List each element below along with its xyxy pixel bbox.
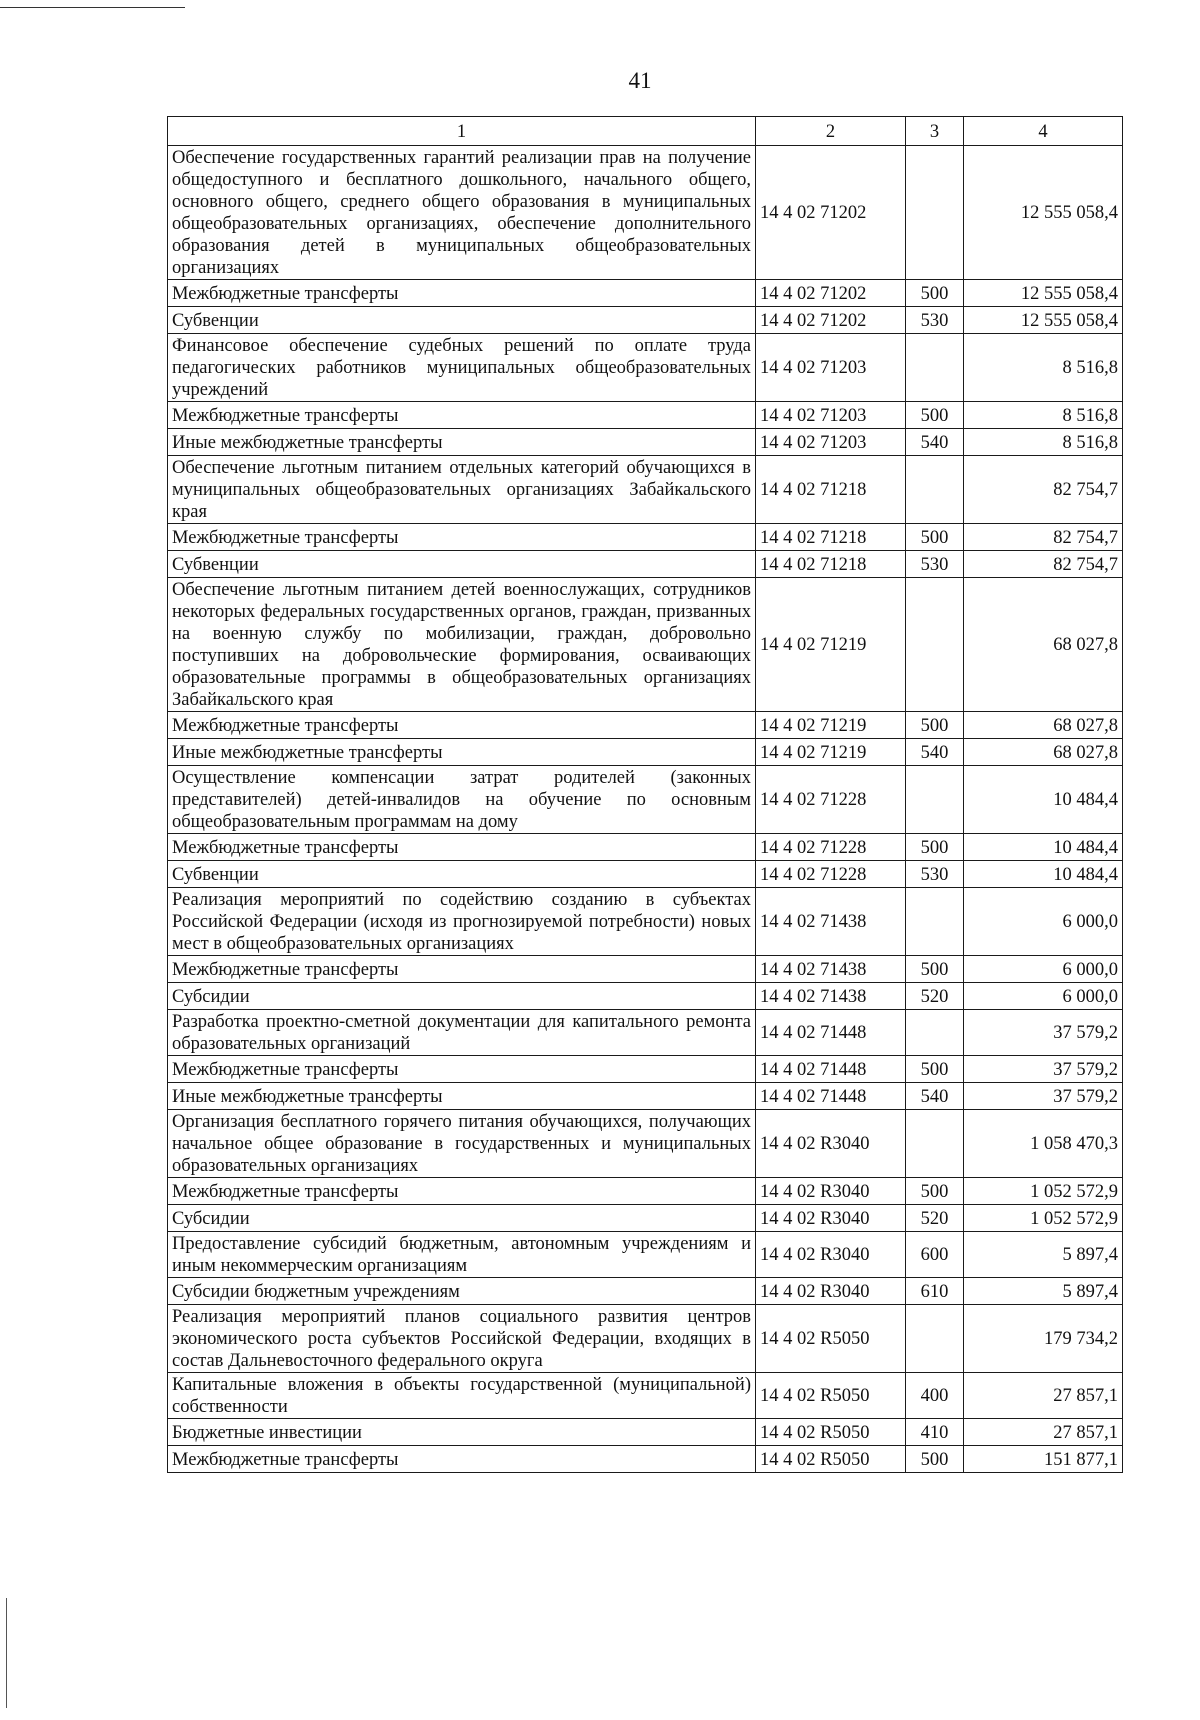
row-code-cell: 14 4 02 71228 — [756, 766, 906, 834]
row-code-cell: 14 4 02 R3040 — [756, 1232, 906, 1278]
row-type-cell: 520 — [906, 1205, 964, 1232]
row-code-cell: 14 4 02 71218 — [756, 524, 906, 551]
table-row — [168, 1278, 1123, 1305]
row-amount-cell: 1 052 572,9 — [964, 1178, 1123, 1205]
row-amount-cell: 179 734,2 — [964, 1305, 1123, 1373]
row-amount-cell: 82 754,7 — [964, 524, 1123, 551]
row-type-cell — [906, 578, 964, 712]
table-row — [168, 456, 1123, 524]
row-type-cell: 600 — [906, 1232, 964, 1278]
scan-artifact-line — [0, 7, 185, 8]
row-name-cell: Межбюджетные трансферты — [168, 956, 756, 983]
row-name-cell: Обеспечение государственных гарантий реализации прав на получение общедоступного и бесплатного дошкольного, начального общего, основного общего, среднего общего образования в муниципальных общеобразовательных организациях, обеспечение дополнительного образования детей в муниципальных общеобразовательных организациях — [168, 146, 756, 280]
row-amount-cell: 12 555 058,4 — [964, 280, 1123, 307]
row-name-cell: Субсидии бюджетным учреждениям — [168, 1278, 756, 1305]
column-header-2: 2 — [756, 117, 906, 146]
row-amount-cell: 6 000,0 — [964, 888, 1123, 956]
row-amount-cell: 8 516,8 — [964, 429, 1123, 456]
table-row — [168, 429, 1123, 456]
table-row — [168, 307, 1123, 334]
row-code-cell: 14 4 02 71219 — [756, 578, 906, 712]
row-code-cell: 14 4 02 R3040 — [756, 1205, 906, 1232]
row-amount-cell: 37 579,2 — [964, 1056, 1123, 1083]
row-name-cell: Субвенции — [168, 307, 756, 334]
row-name-cell: Межбюджетные трансферты — [168, 1446, 756, 1473]
row-code-cell: 14 4 02 71448 — [756, 1010, 906, 1056]
table-row — [168, 524, 1123, 551]
row-amount-cell: 8 516,8 — [964, 334, 1123, 402]
row-type-cell: 540 — [906, 429, 964, 456]
row-type-cell: 530 — [906, 307, 964, 334]
row-type-cell: 500 — [906, 280, 964, 307]
row-type-cell: 530 — [906, 861, 964, 888]
row-code-cell: 14 4 02 71218 — [756, 551, 906, 578]
row-type-cell: 500 — [906, 524, 964, 551]
row-amount-cell: 6 000,0 — [964, 983, 1123, 1010]
table-row — [168, 280, 1123, 307]
table-row — [168, 578, 1123, 712]
row-type-cell: 500 — [906, 402, 964, 429]
row-amount-cell: 151 877,1 — [964, 1446, 1123, 1473]
row-code-cell: 14 4 02 71202 — [756, 307, 906, 334]
row-type-cell: 500 — [906, 1178, 964, 1205]
row-amount-cell: 6 000,0 — [964, 956, 1123, 983]
table-row — [168, 834, 1123, 861]
table-row — [168, 1110, 1123, 1178]
row-code-cell: 14 4 02 R5050 — [756, 1373, 906, 1419]
row-type-cell: 530 — [906, 551, 964, 578]
row-code-cell: 14 4 02 R5050 — [756, 1446, 906, 1473]
row-name-cell: Иные межбюджетные трансферты — [168, 1083, 756, 1110]
row-type-cell — [906, 888, 964, 956]
row-amount-cell: 27 857,1 — [964, 1373, 1123, 1419]
table-row — [168, 1205, 1123, 1232]
row-name-cell: Межбюджетные трансферты — [168, 524, 756, 551]
row-name-cell: Межбюджетные трансферты — [168, 402, 756, 429]
row-name-cell: Субвенции — [168, 551, 756, 578]
table-row — [168, 1010, 1123, 1056]
row-type-cell: 500 — [906, 834, 964, 861]
row-amount-cell: 10 484,4 — [964, 834, 1123, 861]
table-row — [168, 1083, 1123, 1110]
row-code-cell: 14 4 02 71448 — [756, 1083, 906, 1110]
row-type-cell: 400 — [906, 1373, 964, 1419]
column-header-1: 1 — [168, 117, 756, 146]
row-amount-cell: 37 579,2 — [964, 1083, 1123, 1110]
table-row — [168, 1419, 1123, 1446]
row-amount-cell: 8 516,8 — [964, 402, 1123, 429]
row-code-cell: 14 4 02 R3040 — [756, 1110, 906, 1178]
page-number: 41 — [628, 68, 652, 93]
table-row — [168, 1446, 1123, 1473]
row-code-cell: 14 4 02 71228 — [756, 861, 906, 888]
row-code-cell: 14 4 02 71202 — [756, 280, 906, 307]
row-code-cell: 14 4 02 R3040 — [756, 1178, 906, 1205]
budget-table-body — [168, 117, 1123, 1473]
row-code-cell: 14 4 02 71203 — [756, 402, 906, 429]
row-code-cell: 14 4 02 71438 — [756, 956, 906, 983]
row-type-cell — [906, 146, 964, 280]
row-code-cell: 14 4 02 71438 — [756, 983, 906, 1010]
row-name-cell: Иные межбюджетные трансферты — [168, 739, 756, 766]
row-type-cell: 500 — [906, 956, 964, 983]
row-type-cell: 500 — [906, 1446, 964, 1473]
table-row — [168, 1178, 1123, 1205]
row-amount-cell: 10 484,4 — [964, 766, 1123, 834]
row-name-cell: Капитальные вложения в объекты государственной (муниципальной) собственности — [168, 1373, 756, 1419]
row-name-cell: Межбюджетные трансферты — [168, 280, 756, 307]
column-number-row — [168, 117, 1123, 146]
row-amount-cell: 12 555 058,4 — [964, 146, 1123, 280]
row-amount-cell: 10 484,4 — [964, 861, 1123, 888]
row-type-cell — [906, 456, 964, 524]
row-code-cell: 14 4 02 71218 — [756, 456, 906, 524]
row-amount-cell: 1 058 470,3 — [964, 1110, 1123, 1178]
row-name-cell: Разработка проектно-сметной документации для капитального ремонта образовательных организаций — [168, 1010, 756, 1056]
row-code-cell: 14 4 02 71203 — [756, 334, 906, 402]
row-amount-cell: 82 754,7 — [964, 456, 1123, 524]
row-code-cell: 14 4 02 71228 — [756, 834, 906, 861]
row-name-cell: Организация бесплатного горячего питания обучающихся, получающих начальное общее образование в государственных и муниципальных образовательных организациях — [168, 1110, 756, 1178]
row-amount-cell: 5 897,4 — [964, 1278, 1123, 1305]
row-type-cell: 540 — [906, 1083, 964, 1110]
table-row — [168, 1373, 1123, 1419]
column-header-4: 4 — [964, 117, 1123, 146]
row-name-cell: Реализация мероприятий по содействию созданию в субъектах Российской Федерации (исходя из прогнозируемой потребности) новых мест в общеобразовательных организациях — [168, 888, 756, 956]
row-name-cell: Межбюджетные трансферты — [168, 1178, 756, 1205]
table-row — [168, 739, 1123, 766]
row-name-cell: Субвенции — [168, 861, 756, 888]
row-type-cell: 610 — [906, 1278, 964, 1305]
table-row — [168, 402, 1123, 429]
table-row — [168, 766, 1123, 834]
row-name-cell: Обеспечение льготным питанием отдельных категорий обучающихся в муниципальных общеобразовательных организациях Забайкальского края — [168, 456, 756, 524]
row-name-cell: Межбюджетные трансферты — [168, 712, 756, 739]
row-amount-cell: 82 754,7 — [964, 551, 1123, 578]
row-type-cell — [906, 1010, 964, 1056]
row-type-cell: 540 — [906, 739, 964, 766]
table-row — [168, 1056, 1123, 1083]
row-amount-cell: 37 579,2 — [964, 1010, 1123, 1056]
row-code-cell: 14 4 02 71438 — [756, 888, 906, 956]
row-code-cell: 14 4 02 R5050 — [756, 1305, 906, 1373]
table-row — [168, 712, 1123, 739]
row-type-cell: 500 — [906, 712, 964, 739]
row-name-cell: Предоставление субсидий бюджетным, автономным учреждениям и иным некоммерческим организациям — [168, 1232, 756, 1278]
row-name-cell: Обеспечение льготным питанием детей военнослужащих, сотрудников некоторых федеральных государственных органов, граждан, призванных на военную службу по мобилизации, граждан, добровольно поступивших на добровольческие формирования, осваивающих образовательные программы в общеобразовательных организациях Забайкальского края — [168, 578, 756, 712]
row-type-cell — [906, 334, 964, 402]
table-row — [168, 146, 1123, 280]
table-row — [168, 1305, 1123, 1373]
row-code-cell: 14 4 02 71219 — [756, 712, 906, 739]
table-row — [168, 956, 1123, 983]
table-row — [168, 334, 1123, 402]
row-type-cell — [906, 1305, 964, 1373]
row-amount-cell: 12 555 058,4 — [964, 307, 1123, 334]
table-row — [168, 861, 1123, 888]
row-code-cell: 14 4 02 71203 — [756, 429, 906, 456]
row-amount-cell: 5 897,4 — [964, 1232, 1123, 1278]
row-amount-cell: 1 052 572,9 — [964, 1205, 1123, 1232]
row-amount-cell: 27 857,1 — [964, 1419, 1123, 1446]
row-type-cell — [906, 766, 964, 834]
row-name-cell: Межбюджетные трансферты — [168, 1056, 756, 1083]
row-amount-cell: 68 027,8 — [964, 578, 1123, 712]
row-name-cell: Финансовое обеспечение судебных решений по оплате труда педагогических работников муниципальных общеобразовательных учреждений — [168, 334, 756, 402]
row-type-cell: 410 — [906, 1419, 964, 1446]
column-header-3: 3 — [906, 117, 964, 146]
row-amount-cell: 68 027,8 — [964, 712, 1123, 739]
row-type-cell — [906, 1110, 964, 1178]
row-code-cell: 14 4 02 71202 — [756, 146, 906, 280]
table-row — [168, 888, 1123, 956]
row-name-cell: Бюджетные инвестиции — [168, 1419, 756, 1446]
row-name-cell: Осуществление компенсации затрат родителей (законных представителей) детей-инвалидов на обучение по основным общеобразовательным программам на дому — [168, 766, 756, 834]
row-name-cell: Межбюджетные трансферты — [168, 834, 756, 861]
row-amount-cell: 68 027,8 — [964, 739, 1123, 766]
row-code-cell: 14 4 02 71448 — [756, 1056, 906, 1083]
budget-table — [167, 116, 1123, 1473]
row-code-cell: 14 4 02 R5050 — [756, 1419, 906, 1446]
table-row — [168, 983, 1123, 1010]
row-code-cell: 14 4 02 71219 — [756, 739, 906, 766]
row-code-cell: 14 4 02 R3040 — [756, 1278, 906, 1305]
row-name-cell: Субсидии — [168, 1205, 756, 1232]
row-type-cell: 500 — [906, 1056, 964, 1083]
row-name-cell: Иные межбюджетные трансферты — [168, 429, 756, 456]
row-name-cell: Субсидии — [168, 983, 756, 1010]
table-row — [168, 551, 1123, 578]
scan-margin-line — [6, 1598, 7, 1708]
row-name-cell: Реализация мероприятий планов социального развития центров экономического роста субъектов Российской Федерации, входящих в состав Дальневосточного федерального округа — [168, 1305, 756, 1373]
table-row — [168, 1232, 1123, 1278]
row-type-cell: 520 — [906, 983, 964, 1010]
